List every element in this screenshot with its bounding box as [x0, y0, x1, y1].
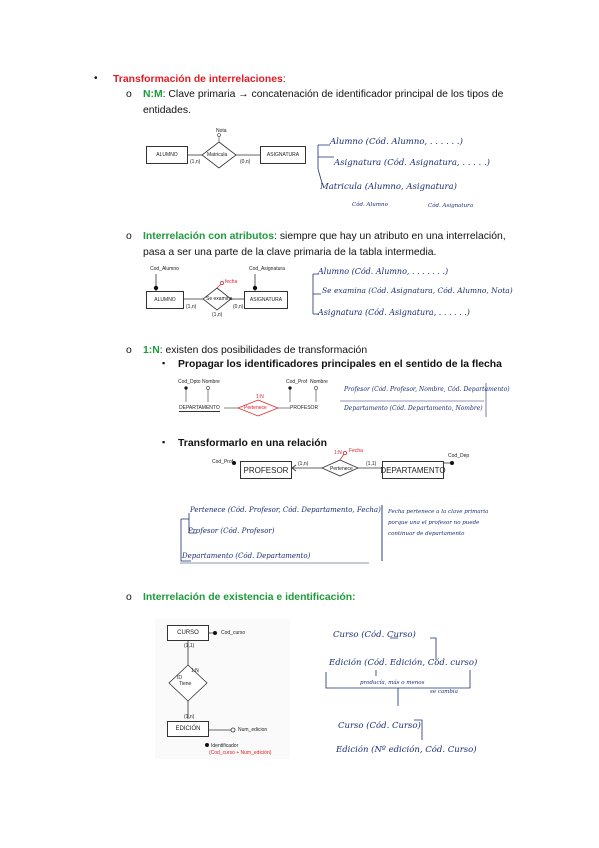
sub2-notes-arrows	[175, 505, 375, 581]
attr-paragraph	[143, 229, 523, 260]
attr-note-2: Se examina (Cód. Asignatura, Cód. Alumno, Nota)	[322, 286, 513, 295]
sub1-attr-left2: Nombre	[202, 379, 220, 385]
exist-card-top: (1,1)	[184, 643, 195, 649]
exist-note-3: Curso (Cód. Curso)	[338, 721, 421, 731]
attr-label: Interrelación con atributos	[143, 231, 275, 242]
exist-note-mid2: se cambia	[430, 689, 458, 695]
title-text: Transformación de interrelaciones	[113, 74, 283, 85]
exist-label: Interrelación de existencia e identificación:	[143, 592, 356, 603]
attr-note-1: Alumno (Cód. Alumno, . . . . . . .)	[318, 267, 449, 276]
sub2-relation-label: Pertenece	[330, 466, 353, 472]
sub2-side-note-3: continuar de departamento	[388, 531, 465, 537]
bullet: o	[126, 89, 132, 100]
nm-note-3: Matricula (Alumno, Asignatura)	[320, 182, 457, 192]
attr-relation-label: Se examina	[206, 296, 233, 302]
nm-text: : Clave primaria → concatenación de identificador principal de los tipos de entidades.	[143, 89, 504, 116]
attr-card-left: (1,n)	[186, 304, 197, 310]
bullet: o	[126, 231, 132, 242]
exist-entity-top: CURSO	[167, 625, 209, 641]
sub2-key-right: Cod_Dep	[448, 453, 470, 459]
attr-entity-right: ASIGNATURA	[244, 291, 288, 309]
exist-card-bottom: (1,n)	[184, 714, 195, 720]
one-n-label: 1:N	[143, 345, 160, 356]
exist-note-2: Edición (Cód. Edición, Cód. curso)	[329, 658, 478, 668]
sub2-key-left: Cod_Prof	[212, 459, 234, 465]
exist-attr-bottom: Num_edicion	[238, 727, 268, 733]
nm-note-1: Alumno (Cód. Alumno, . . . . . .)	[330, 137, 463, 147]
bullet: ▪	[162, 358, 166, 368]
bullet: •	[94, 73, 98, 84]
one-n-text: : existen dos posibilidades de transformación	[159, 345, 368, 356]
sub1-entity-left: DEPARTAMENTO	[179, 405, 220, 411]
attr-bottom-card: (1,n)	[212, 312, 223, 318]
sub1-attr-right: Cod_Prof	[286, 379, 308, 385]
attr-notes-arrows	[305, 268, 525, 328]
attr-key-right: Cod_Asignatura	[249, 266, 285, 272]
exist-note-4: Edición (Nº edición, Cód. Curso)	[336, 745, 477, 755]
attr-new-attr: fecha	[225, 279, 238, 285]
nm-entity-right: ASIGNATURA	[260, 146, 306, 164]
sub1-attr-left: Cod_Dpto	[178, 379, 201, 385]
sub2-note-3: Departamento (Cód. Departamento)	[182, 552, 311, 560]
attr-entity-left: ALUMNO	[146, 291, 184, 309]
nm-note-sub1: Cód. Alumno	[352, 202, 388, 208]
sub2-side-note-1: Fecha pertenece a la clave primaria	[388, 509, 489, 515]
exist-identifier-note: (Cod_curso + Num_edición)	[209, 750, 272, 756]
sub1-note-1: Profesor (Cód. Profesor, Nombre, Cód. Departamento)	[344, 386, 510, 393]
sub2-side-note-2: porque una el profesor no puede	[388, 520, 480, 526]
exist-entity-bottom: EDICIÓN	[167, 721, 209, 737]
bullet: o	[126, 345, 132, 356]
sub2-attr: Fecha	[349, 448, 363, 454]
nm-label: N:M	[143, 89, 163, 100]
exist-card-side: 1:N	[191, 668, 199, 674]
exist-diagram	[155, 619, 290, 759]
sub1-card: 1:N	[256, 394, 264, 400]
nm-paragraph	[143, 87, 523, 118]
attr-card-right: (0,n)	[233, 304, 244, 310]
nm-note-sub2: Cód. Asignatura	[428, 203, 474, 209]
attr-text: : siempre que hay un atributo en una interrelación, pasa a ser una parte de la clave primaria de la tabla intermedia.	[143, 231, 506, 258]
sub2-card-right: (1,1)	[366, 461, 377, 467]
sub1-text: Propagar los identificadores principales en el sentido de la flecha	[178, 359, 502, 370]
bullet: o	[126, 592, 132, 603]
exist-identifier: Identificador	[211, 743, 239, 749]
nm-note-2: Asignatura (Cód. Asignatura, . . . . .)	[334, 158, 490, 168]
nm-entity-left: ALUMNO	[146, 146, 188, 164]
nm-attr: Nota	[216, 128, 227, 134]
exist-note-mid1: producía, más o menos	[360, 680, 425, 686]
sub2-note-2: Profesor (Cód. Profesor)	[188, 527, 275, 535]
exist-relation-label: Tiene	[179, 681, 192, 687]
sub2-side-divider	[378, 505, 386, 565]
nm-relation-label: Matricula	[207, 152, 228, 158]
nm-card-left: (1,n)	[190, 159, 201, 165]
attr-key-left: Cod_Alumno	[150, 266, 179, 272]
bullet: ▪	[162, 437, 166, 447]
sub2-card: 1:N	[334, 450, 342, 456]
sub2-text: Transformarlo en una relación	[178, 438, 327, 449]
sub1-note-2: Departamento (Cód. Departamento, Nombre)	[344, 405, 483, 412]
sub2-entity-left: PROFESOR	[240, 461, 292, 479]
exist-key-top: Cod_curso	[221, 630, 246, 636]
attr-note-3: Asignatura (Cód. Asignatura, . . . . . .)	[318, 308, 470, 317]
title-colon: :	[282, 74, 286, 85]
sub2-note-1: Pertenece (Cód. Profesor, Cód. Departamento, Fecha)	[190, 506, 381, 514]
sub1-entity-right: PROFESOR	[290, 405, 319, 411]
sub1-attr-right2: Nombre	[310, 379, 328, 385]
exist-note-1: Curso (Cód. Curso)	[333, 630, 416, 640]
sub2-card-left: (1,n)	[298, 461, 309, 467]
sub1-relation-label: Pertenece	[244, 405, 267, 411]
nm-diagram	[143, 128, 306, 180]
section-title	[113, 72, 286, 88]
sub2-entity-right: DEPARTAMENTO	[382, 461, 444, 479]
exist-id-label: ID	[177, 675, 182, 681]
nm-card-right: (0,n)	[240, 159, 251, 165]
